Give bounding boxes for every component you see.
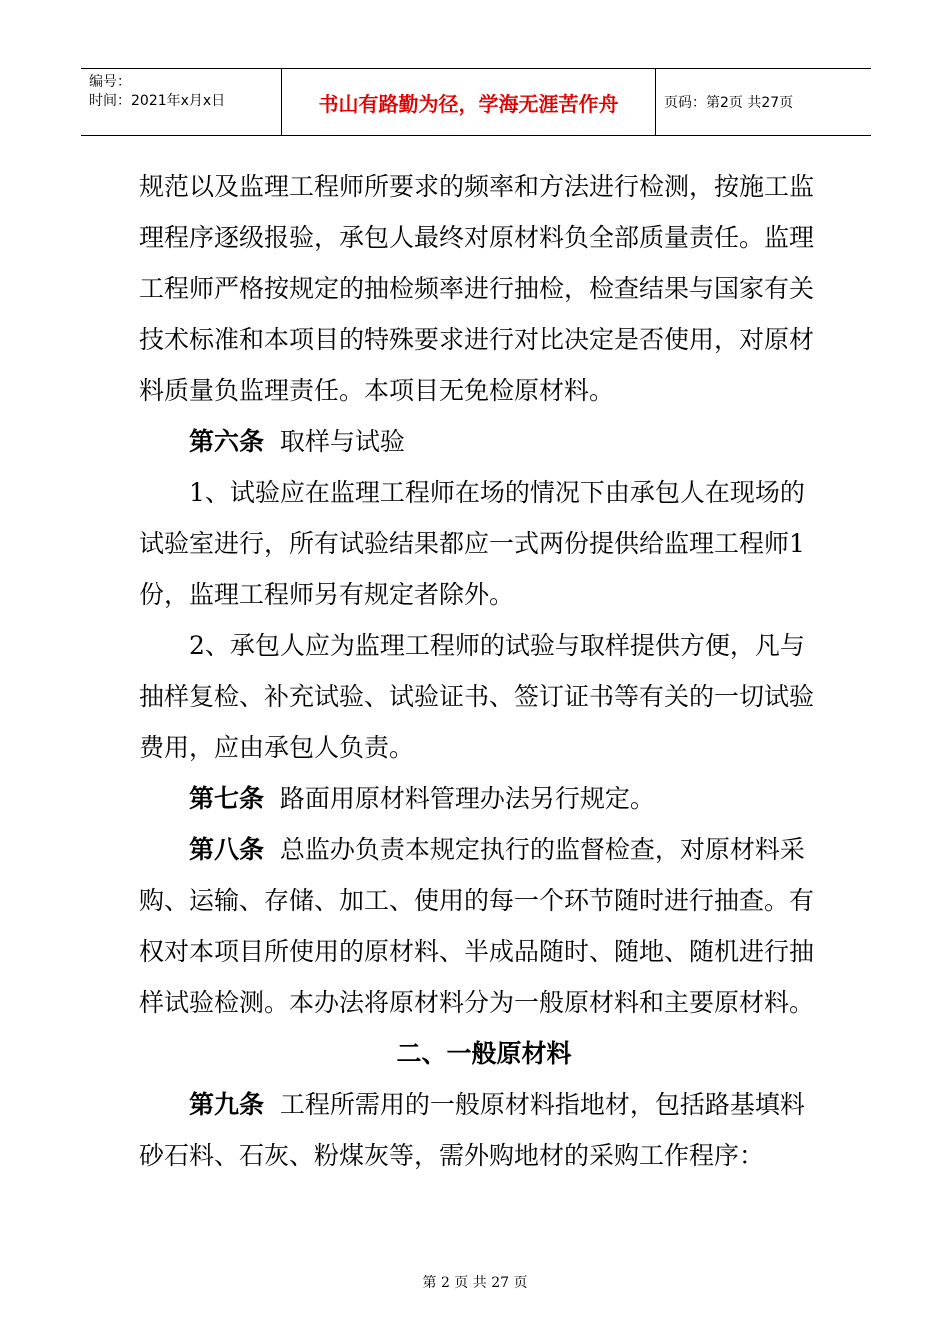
document-body	[139, 161, 829, 1181]
article-title: 第九条	[189, 1090, 265, 1119]
paragraph: 规范以及监理工程师所要求的频率和方法进行检测，按施工监理程序逐级报验，承包人最终对原材料负全部质量责任。监理工程师严格按规定的抽检频率进行抽检，检查结果与国家有关技术标准和本项目的特殊要求进行对比决定是否使用，对原材料质量负监理责任。本项目无免检原材料。	[139, 172, 815, 405]
number-label: 编号：	[89, 74, 131, 90]
paragraph: 1、试验应在监理工程师在场的情况下由承包人在现场的试验室进行，所有试验结果都应一式两份提供给监理工程师1份，监理工程师另有规定者除外。	[139, 478, 805, 609]
article-text: 路面用原材料管理办法另行规定。	[279, 784, 655, 813]
article-title: 第八条	[189, 835, 265, 864]
article-9	[139, 1079, 829, 1181]
article-8	[139, 824, 829, 1028]
page-footer: 第 2 页 共 27 页	[422, 1275, 528, 1291]
article-text: 总监办负责本规定执行的监督检查，对原材料采购、运输、存储、加工、使用的每一个环节随时进行抽查。有权对本项目所使用的原材料、半成品随时、随地、随机进行抽样试验检测。本办法将原材料分为一般原材料和主要原材料。	[139, 835, 815, 1017]
article-title: 第七条	[189, 784, 265, 813]
page-header	[81, 68, 871, 136]
article-text: 取样与试验	[279, 427, 405, 456]
article-title: 第六条	[189, 427, 265, 456]
time-label: 时间：2021年x月x日	[89, 93, 226, 109]
header-page-info: 页码：第2页 共27页	[664, 95, 794, 111]
article-text: 工程所需用的一般原材料指地材，包括路基填料砂石料、石灰、粉煤灰等，需外购地材的采购工作程序：	[139, 1090, 805, 1170]
section-heading: 二、一般原材料	[396, 1039, 572, 1068]
article-7	[139, 773, 829, 824]
header-meta	[81, 69, 282, 135]
article-6-heading	[139, 416, 829, 467]
header-motto: 书山有路勤为径，学海无涯苦作舟	[282, 69, 656, 135]
paragraph: 2、承包人应为监理工程师的试验与取样提供方便，凡与抽样复检、补充试验、试验证书、签订证书等有关的一切试验费用，应由承包人负责。	[139, 631, 815, 762]
